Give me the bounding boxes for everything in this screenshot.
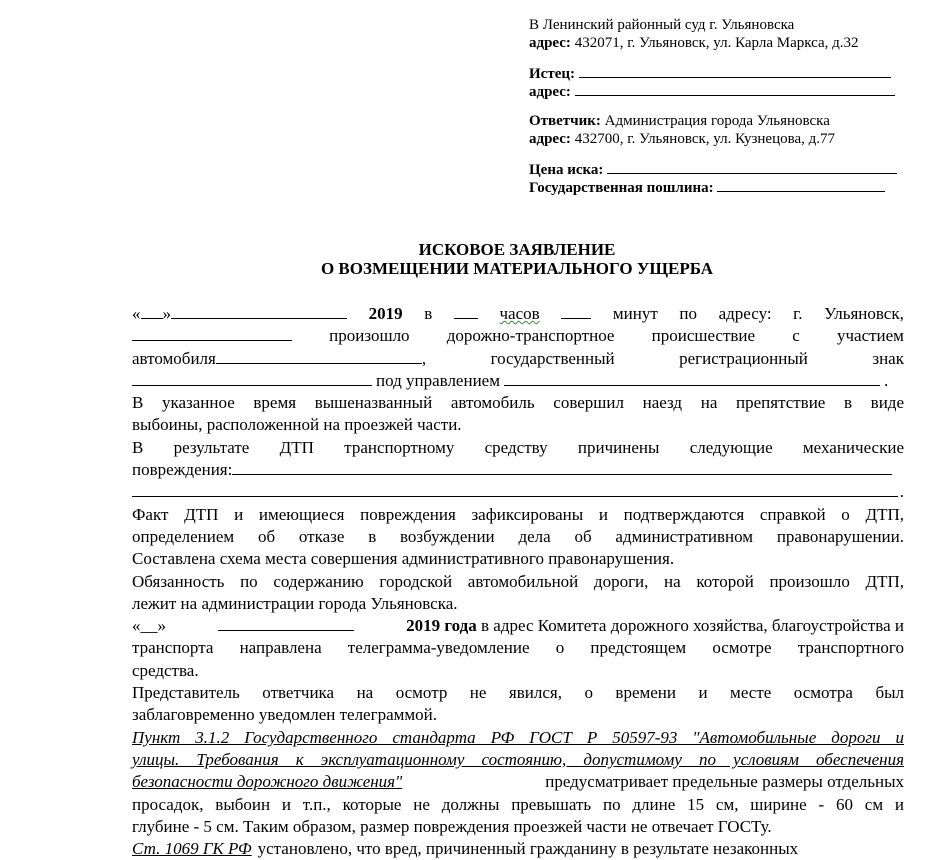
state-fee-label: Государственная пошлина: [529, 180, 714, 196]
p5-line1: Обязанность по содержанию городской автомобильной дороги, на которой произошло ДТП, [132, 571, 904, 591]
defendant-address-line [529, 130, 835, 148]
p1-hours: часов [499, 304, 540, 323]
p3-line2 [132, 459, 904, 481]
p1-l4a: под управлением [376, 370, 500, 390]
p1-l2d: с [792, 326, 800, 346]
p6-year: 2019 года [406, 616, 477, 636]
court-name: В Ленинский районный суд г. Ульяновска [529, 17, 795, 33]
p1-line2 [132, 325, 904, 347]
p1-line3: автомобиля , государственный регистрационный знак [132, 348, 904, 370]
p2-line1: В указанное время вышеназванный автомобиль совершил наезд на препятствие в виде [132, 393, 904, 413]
p9-rest: установлено, что вред, причиненный гражданину в результате незаконных [257, 839, 799, 859]
p6-month-blank [218, 615, 354, 631]
gost-link-line2[interactable]: улицы. Требования к эксплуатационному состоянию, допустимому по условиям обеспечения [132, 749, 904, 769]
plaintiff-line [529, 64, 891, 83]
claim-price-line [529, 160, 897, 179]
month-blank [171, 303, 347, 319]
p1-city-name: Ульяновск, [824, 304, 904, 323]
p1-city: г. [793, 304, 803, 323]
p4-line2: определением об отказе в возбуждении дела об административном правонарушении. [132, 526, 904, 546]
car-blank [216, 348, 422, 364]
p1-line4 [132, 370, 904, 392]
p8-rest3: предусматривает предельные размеры отдельных [545, 772, 904, 792]
damage-blank-1 [232, 459, 892, 475]
p5-line2: лежит на администрации города Ульяновска. [132, 593, 458, 613]
court-address [529, 34, 859, 52]
court-address-label: адрес: [529, 35, 571, 51]
p7-line1: Представитель ответчика на осмотр не явился, о времени и месте осмотра был [132, 683, 904, 703]
quote-open: « [132, 304, 141, 323]
p7-line2: заблаговременно уведомлен телеграммой. [132, 705, 437, 725]
hour-blank [454, 303, 478, 319]
plate-blank [132, 370, 372, 386]
street-blank [132, 325, 292, 341]
p1-l3d: знак [872, 348, 904, 368]
plaintiff-blank [579, 64, 891, 78]
p3-end: . [899, 482, 904, 502]
document-title: ИСКОВОЕ ЗАЯВЛЕНИЕ [418, 240, 616, 259]
p6-line1 [132, 615, 904, 637]
p3-line3 [132, 481, 904, 503]
state-fee-blank [717, 178, 885, 192]
p8-line3 [132, 771, 904, 793]
p4-line1: Факт ДТП и имеющиеся повреждения зафиксированы и подтверждаются справкой о ДТП, [132, 504, 904, 524]
damage-blank-2 [132, 481, 898, 497]
p1-l2e: участием [836, 326, 904, 346]
plaintiff-address-label: адрес: [529, 84, 571, 100]
p1-po: по [679, 304, 697, 323]
p1-l2c: происшествие [651, 326, 756, 346]
p1-l3c: регистрационный [679, 348, 808, 368]
p1-l3b: государственный [490, 348, 615, 368]
p6-line2: транспорта направлена телеграмма-уведомление о предстоящем осмотре транспортного [132, 638, 904, 658]
p4-line3: Составлена схема места совершения административного правонарушения. [132, 549, 675, 569]
p1-v: в [424, 304, 433, 323]
p1-year: 2019 [368, 304, 403, 323]
p6-quote: «__» [132, 616, 166, 636]
defendant-address-label: адрес: [529, 131, 571, 147]
p1-address-word: адресу: [718, 304, 772, 323]
defendant-label: Ответчик: [529, 113, 601, 129]
driver-blank [504, 370, 880, 386]
p8-line4: просадок, выбоин и т.п., которые не должны превышать по длине 15 см, ширине - 60 см и [132, 794, 904, 814]
gost-link-line1[interactable]: Пункт 3.1.2 Государственного стандарта РФ ГОСТ Р 50597-93 "Автомобильные дороги и [132, 727, 904, 747]
claim-price-label: Цена иска: [529, 162, 604, 178]
p1-minutes: минут [612, 304, 658, 323]
p1-l2a: произошло [329, 326, 410, 346]
plaintiff-address-blank [575, 82, 895, 96]
court-address-value: 432071, г. Ульяновск, ул. Карла Маркса, д.32 [574, 35, 859, 51]
state-fee-line [529, 178, 885, 197]
plaintiff-label: Истец: [529, 66, 575, 82]
defendant-name: Администрация города Ульяновска [604, 113, 830, 129]
civil-code-link[interactable]: Ст. 1069 ГК РФ [132, 839, 252, 859]
p1-l2b: дорожно-транспортное [446, 326, 615, 346]
quote-close: » [162, 304, 171, 323]
p2-line2: выбоины, расположенной на проезжей части. [132, 415, 462, 435]
p1-line1 [132, 303, 904, 325]
p3-damage-label: повреждения: [132, 460, 233, 480]
p1-l3a: автомобиля [132, 348, 216, 368]
p8-line5: глубине - 5 см. Таким образом, размер повреждения проезжей части не отвечает ГОСТу. [132, 816, 772, 836]
p1-l4end: . [883, 370, 889, 390]
minute-blank [561, 303, 591, 319]
p6-line3: средства. [132, 660, 199, 680]
p3-line1: В результате ДТП транспортному средству причинены следующие механические [132, 437, 904, 457]
document-subtitle: О ВОЗМЕЩЕНИИ МАТЕРИАЛЬНОГО УЩЕРБА [320, 259, 714, 278]
defendant-line [529, 112, 830, 130]
p6-rest1: в адрес Комитета дорожного хозяйства, благоустройства и [481, 616, 904, 636]
gost-link-line3[interactable]: безопасности дорожного движения" [132, 772, 403, 792]
day-blank [141, 303, 163, 319]
claim-price-blank [607, 160, 897, 174]
p9-line1 [132, 838, 904, 860]
defendant-address-value: 432700, г. Ульяновск, ул. Кузнецова, д.77 [574, 131, 836, 147]
plaintiff-address-line [529, 82, 895, 101]
document-body [132, 303, 904, 860]
